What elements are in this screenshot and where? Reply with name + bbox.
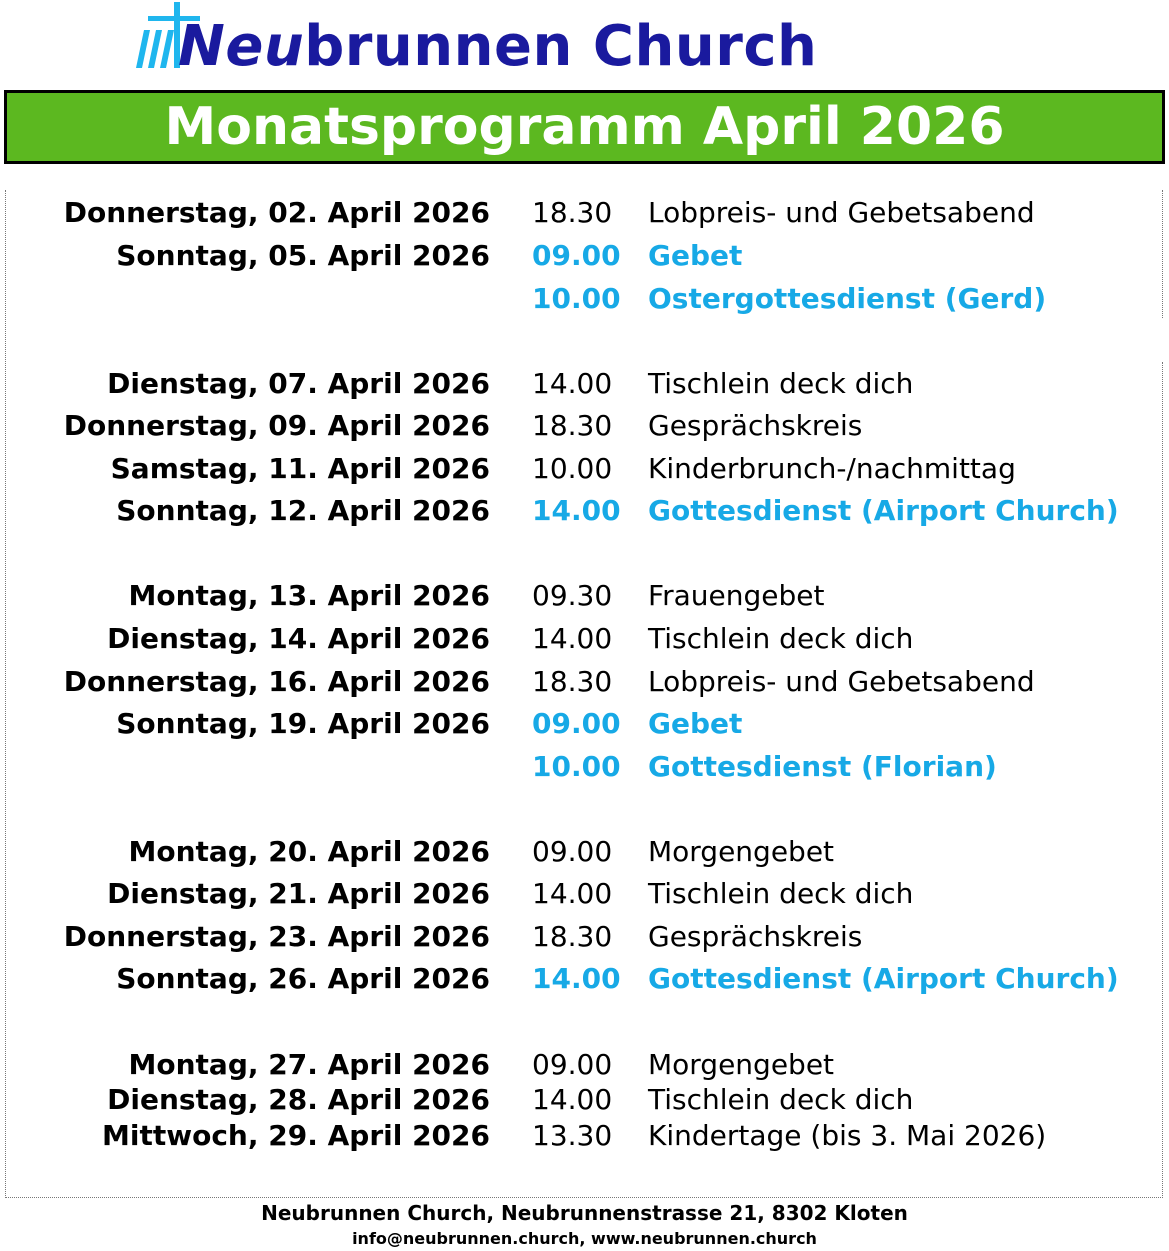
- schedule-date: Donnerstag, 02. April 2026: [63, 196, 490, 229]
- schedule-date: Donnerstag, 09. April 2026: [63, 409, 490, 442]
- schedule-event: Gottesdienst (Airport Church): [648, 962, 1119, 995]
- schedule-time: 14.00: [532, 877, 613, 910]
- schedule-event: Lobpreis- und Gebetsabend: [648, 665, 1035, 698]
- schedule-date: Dienstag, 14. April 2026: [107, 622, 490, 655]
- schedule-time: 18.30: [532, 409, 613, 442]
- frame-border-bottom: [5, 1197, 1163, 1198]
- schedule-time: 14.00: [532, 622, 613, 655]
- schedule-event: Gebet: [648, 707, 743, 740]
- schedule-row: [0, 1116, 1169, 1156]
- schedule-row: [0, 1045, 1169, 1085]
- schedule-time: 14.00: [532, 494, 621, 527]
- schedule-event: Frauengebet: [648, 579, 825, 612]
- schedule-date: Dienstag, 21. April 2026: [107, 877, 490, 910]
- schedule-date: Montag, 20. April 2026: [128, 835, 490, 868]
- schedule-date: Montag, 27. April 2026: [128, 1048, 490, 1081]
- schedule-row: [0, 832, 1169, 872]
- church-logo: [130, 0, 830, 80]
- schedule-time: 09.00: [532, 239, 621, 272]
- schedule-date: Donnerstag, 16. April 2026: [63, 665, 490, 698]
- schedule-row: [0, 236, 1169, 276]
- schedule-event: Tischlein deck dich: [648, 367, 914, 400]
- schedule-time: 14.00: [532, 367, 613, 400]
- schedule-row: [0, 917, 1169, 957]
- schedule-date: Sonntag, 12. April 2026: [116, 494, 490, 527]
- schedule-row: [0, 874, 1169, 914]
- schedule-event: Morgengebet: [648, 1048, 835, 1081]
- schedule-event: Gesprächskreis: [648, 920, 863, 953]
- schedule-event: Tischlein deck dich: [648, 1083, 914, 1116]
- schedule-date: Dienstag, 28. April 2026: [107, 1083, 490, 1116]
- schedule-date: Donnerstag, 23. April 2026: [63, 920, 490, 953]
- schedule-date: Sonntag, 26. April 2026: [116, 962, 490, 995]
- schedule-time: 18.30: [532, 196, 613, 229]
- schedule-row: [0, 406, 1169, 446]
- schedule-row: [0, 576, 1169, 616]
- schedule-date: Mittwoch, 29. April 2026: [102, 1119, 490, 1152]
- schedule-time: 09.00: [532, 707, 621, 740]
- schedule-event: Gottesdienst (Airport Church): [648, 494, 1119, 527]
- schedule-date: Sonntag, 05. April 2026: [116, 239, 490, 272]
- schedule-row: [0, 1080, 1169, 1120]
- schedule-time: 10.00: [532, 452, 613, 485]
- page-title: Monatsprogramm April 2026: [164, 97, 1005, 157]
- schedule-row: [0, 959, 1169, 999]
- schedule-event: Morgengebet: [648, 835, 835, 868]
- schedule-row: [0, 364, 1169, 404]
- footer-contact: info@neubrunnen.church, www.neubrunnen.church: [352, 1229, 817, 1248]
- schedule-time: 18.30: [532, 920, 613, 953]
- schedule-row: [0, 193, 1169, 233]
- schedule-time: 10.00: [532, 282, 621, 315]
- logo-prefix: Neu: [178, 14, 305, 79]
- schedule-row: [0, 491, 1169, 531]
- logo-wordmark: [178, 14, 817, 79]
- schedule-event: Lobpreis- und Gebetsabend: [648, 196, 1035, 229]
- schedule-event: Gebet: [648, 239, 743, 272]
- schedule-date: Samstag, 11. April 2026: [110, 452, 490, 485]
- title-bar: [4, 90, 1165, 164]
- schedule-date: Dienstag, 07. April 2026: [107, 367, 490, 400]
- schedule-row: [0, 662, 1169, 702]
- schedule-row: [0, 704, 1169, 744]
- schedule-time: 09.00: [532, 835, 613, 868]
- schedule-event: Kinderbrunch-/nachmittag: [648, 452, 1016, 485]
- schedule-event: Kindertage (bis 3. Mai 2026): [648, 1119, 1047, 1152]
- schedule-time: 09.00: [532, 1048, 613, 1081]
- schedule-event: Gottesdienst (Florian): [648, 750, 997, 783]
- schedule-date: Sonntag, 19. April 2026: [116, 707, 490, 740]
- schedule-time: 10.00: [532, 750, 621, 783]
- schedule-event: Tischlein deck dich: [648, 877, 914, 910]
- schedule-time: 13.30: [532, 1119, 613, 1152]
- schedule-row: [0, 619, 1169, 659]
- schedule-time: 14.00: [532, 962, 621, 995]
- schedule-event: Tischlein deck dich: [648, 622, 914, 655]
- schedule-event: Gesprächskreis: [648, 409, 863, 442]
- schedule-row: [0, 747, 1169, 787]
- schedule-time: 14.00: [532, 1083, 613, 1116]
- schedule-time: 09.30: [532, 579, 613, 612]
- schedule-event: Ostergottesdienst (Gerd): [648, 282, 1047, 315]
- schedule-date: Montag, 13. April 2026: [128, 579, 490, 612]
- schedule-time: 18.30: [532, 665, 613, 698]
- footer-address: Neubrunnen Church, Neubrunnenstrasse 21, 8302 Kloten: [261, 1201, 908, 1225]
- logo-suffix: brunnen Church: [304, 14, 818, 79]
- schedule-row: [0, 279, 1169, 319]
- schedule-row: [0, 449, 1169, 489]
